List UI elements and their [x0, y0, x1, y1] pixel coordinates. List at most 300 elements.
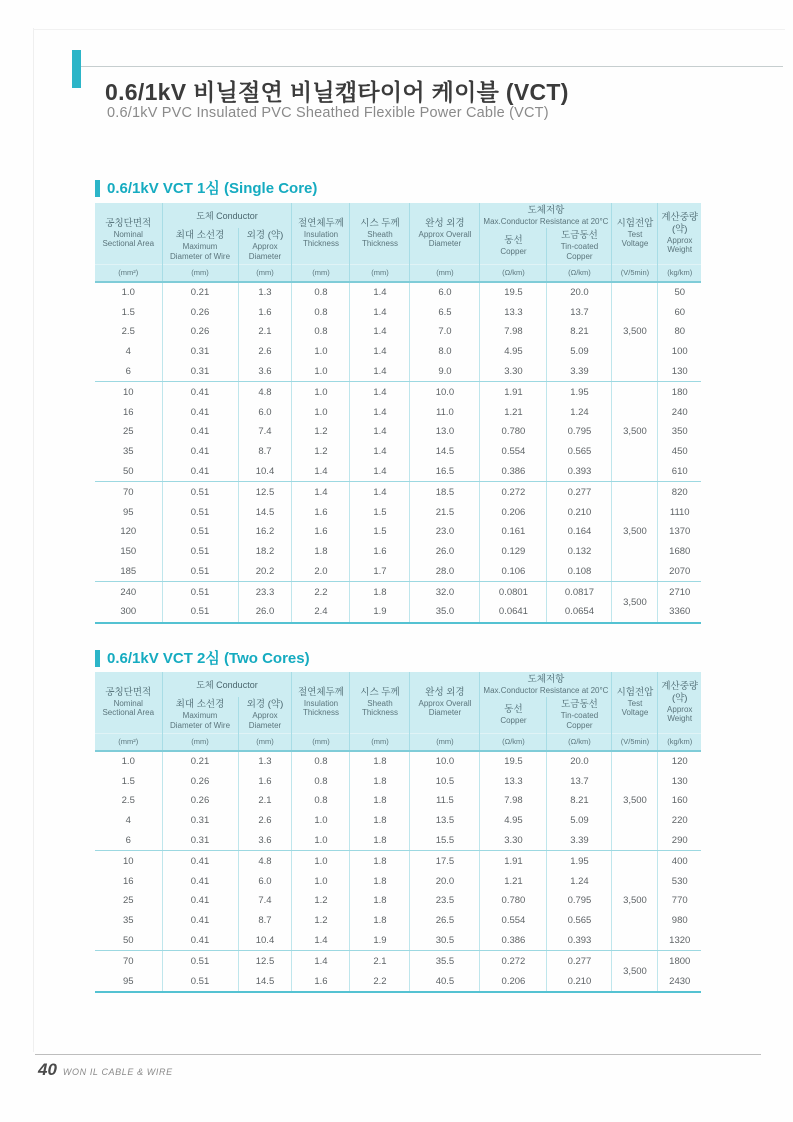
data-cell: 3.39	[547, 831, 612, 851]
data-cell: 0.41	[162, 871, 238, 891]
column-header-korean: 도금동선	[561, 230, 598, 242]
column-header-english: Approx Overall	[418, 229, 472, 239]
data-cell: 8.7	[238, 442, 292, 462]
data-cell: 0.8	[292, 791, 350, 811]
data-cell: 0.41	[162, 422, 238, 442]
data-cell: 4	[125, 815, 131, 827]
column-header-english: Diameter of Wire	[170, 720, 231, 730]
column-header-english: Insulation	[303, 698, 339, 708]
data-cell: 1.4	[350, 422, 410, 442]
data-cell: 120	[658, 751, 701, 772]
column-header-korean: 도금동선	[561, 699, 598, 711]
table-row	[95, 402, 701, 422]
table-row	[95, 851, 701, 871]
column-header-english: Sectional Area	[102, 708, 155, 718]
data-cell: 0.21	[162, 282, 238, 303]
table-row	[95, 382, 701, 402]
table-body	[95, 751, 701, 992]
data-cell: 1.6	[292, 522, 350, 542]
data-cell: 4	[125, 346, 131, 358]
data-cell: 1.4	[292, 951, 350, 971]
data-cell: 0.41	[162, 851, 238, 871]
data-cell: 2.5	[121, 326, 135, 338]
column-header-english: Copper	[500, 716, 527, 726]
column-header	[658, 203, 701, 264]
data-cell: 1.8	[350, 582, 410, 602]
unit-label: (V/5min)	[612, 733, 658, 751]
unit-label: (mm)	[162, 733, 238, 751]
resistance-group-header	[480, 203, 612, 228]
data-cell: 1.8	[350, 811, 410, 831]
data-cell: 2.2	[350, 971, 410, 992]
data-cell: 2.1	[238, 791, 292, 811]
data-cell: 1.0	[292, 851, 350, 871]
data-cell: 19.5	[480, 282, 547, 303]
data-cell: 14.5	[238, 502, 292, 522]
data-cell: 1.6	[292, 971, 350, 992]
table-row	[95, 482, 701, 502]
data-cell: 300	[95, 602, 162, 623]
column-header	[658, 672, 701, 733]
data-cell: 1.2	[292, 891, 350, 911]
data-cell: 23.3	[238, 582, 292, 602]
column-header-korean: 시험전압	[616, 686, 654, 698]
data-cell: 6	[95, 362, 162, 382]
table-row	[95, 322, 701, 342]
column-header-english: Diameter	[248, 720, 282, 730]
data-cell: 820	[658, 482, 701, 502]
data-cell: 50	[95, 462, 162, 482]
data-cell: 1.8	[350, 831, 410, 851]
data-cell: 0.26	[162, 791, 238, 811]
data-cell: 1.0	[292, 831, 350, 851]
data-cell: 0.51	[162, 482, 238, 502]
table-row	[95, 462, 701, 482]
column-header-english: Diameter of Wire	[170, 251, 231, 261]
table-row	[95, 831, 701, 851]
data-cell: 0.210	[547, 502, 612, 522]
data-cell: 35.0	[410, 602, 480, 623]
column-header-korean: 시스 두께	[360, 217, 400, 229]
data-cell: 1.8	[350, 771, 410, 791]
data-cell: 1.2	[292, 442, 350, 462]
data-cell: 0.393	[547, 462, 612, 482]
table-row	[95, 871, 701, 891]
data-cell: 0.31	[162, 342, 238, 362]
data-cell: 2.1	[350, 951, 410, 971]
data-cell: 6.0	[238, 402, 292, 422]
unit-label: (Ω/km)	[547, 264, 612, 282]
header-row-units	[95, 733, 701, 751]
data-cell: 2070	[658, 561, 701, 581]
data-cell: 1.0	[292, 342, 350, 362]
data-cell: 0.51	[162, 971, 238, 992]
data-cell: 1.6	[238, 771, 292, 791]
data-cell: 1.4	[350, 282, 410, 303]
data-cell: 8.0	[410, 342, 480, 362]
data-cell: 240	[120, 586, 137, 598]
data-cell: 20.0	[410, 871, 480, 891]
data-cell: 980	[658, 911, 701, 931]
table-row	[95, 811, 701, 831]
data-cell: 0.272	[480, 951, 547, 971]
unit-label: (Ω/km)	[547, 733, 612, 751]
data-cell: 3.6	[238, 831, 292, 851]
data-cell: 0.277	[547, 951, 612, 971]
data-cell: 0.554	[480, 442, 547, 462]
data-cell: 0.565	[547, 442, 612, 462]
data-cell: 16.5	[410, 462, 480, 482]
column-header-english: Copper	[566, 251, 593, 261]
unit-label: (mm²)	[95, 264, 162, 282]
data-cell: 0.206	[480, 971, 547, 992]
column-header	[162, 228, 238, 264]
test-voltage-cell: 3,500	[612, 482, 658, 582]
data-cell: 10	[122, 386, 134, 398]
data-cell: 2.2	[292, 582, 350, 602]
data-cell: 450	[658, 442, 701, 462]
data-cell: 1800	[658, 951, 701, 971]
column-header-korean: 완성 외경	[425, 217, 465, 229]
unit-label: (Ω/km)	[480, 733, 547, 751]
data-cell: 10	[122, 855, 134, 867]
data-cell: 0.795	[547, 422, 612, 442]
data-cell: 100	[658, 342, 701, 362]
data-cell: 1.0	[292, 362, 350, 382]
data-cell: 25	[122, 426, 134, 438]
data-cell: 26.0	[410, 542, 480, 562]
data-cell: 0.386	[480, 931, 547, 951]
data-cell: 0.51	[162, 561, 238, 581]
column-header-english: Copper	[566, 720, 593, 730]
data-cell: 4.95	[480, 811, 547, 831]
data-cell: 2.6	[238, 811, 292, 831]
data-cell: 8.21	[547, 322, 612, 342]
data-cell: 23.0	[410, 522, 480, 542]
unit-label: (kg/km)	[658, 264, 701, 282]
data-cell: 240	[658, 402, 701, 422]
column-header	[350, 203, 410, 264]
column-header	[410, 203, 480, 264]
column-header	[95, 203, 162, 264]
table-row	[95, 561, 701, 581]
data-cell: 0.41	[162, 462, 238, 482]
data-cell: 13.7	[547, 771, 612, 791]
column-header-korean: 동선	[504, 235, 523, 247]
column-header	[480, 697, 547, 733]
data-cell: 0.129	[480, 542, 547, 562]
column-header-english: Insulation	[303, 229, 339, 239]
data-cell: 1.9	[350, 602, 410, 623]
data-cell: 0.41	[162, 931, 238, 951]
column-header	[238, 697, 292, 733]
data-cell: 1.0	[121, 286, 135, 298]
data-cell: 1.8	[292, 542, 350, 562]
data-cell: 0.21	[162, 751, 238, 772]
data-cell: 1.0	[121, 755, 135, 767]
column-header	[238, 228, 292, 264]
data-cell: 0.554	[480, 911, 547, 931]
column-header-korean: 최대 소선경	[175, 699, 225, 711]
data-cell: 1.4	[350, 382, 410, 402]
data-cell: 1.6	[350, 542, 410, 562]
data-cell: 8.21	[547, 791, 612, 811]
unit-label: (mm)	[350, 733, 410, 751]
column-header-korean: 동선	[504, 704, 523, 716]
data-cell: 0.8	[292, 322, 350, 342]
test-voltage-cell: 3,500	[612, 282, 658, 382]
data-cell: 350	[658, 422, 701, 442]
table-row	[95, 362, 701, 382]
data-cell: 0.0801	[480, 582, 547, 602]
section-heading-single-core: 0.6/1kV VCT 1심 (Single Core)	[95, 180, 317, 197]
data-cell: 16.2	[238, 522, 292, 542]
data-cell: 30.5	[410, 931, 480, 951]
data-cell: 1.9	[350, 931, 410, 951]
data-cell: 40.5	[410, 971, 480, 992]
data-cell: 3.6	[238, 362, 292, 382]
column-header-english: Diameter	[248, 251, 282, 261]
data-cell: 2.1	[238, 322, 292, 342]
data-cell: 20.0	[547, 282, 612, 303]
table-row	[95, 951, 701, 971]
data-cell: 1.0	[292, 871, 350, 891]
data-cell: 32.0	[410, 582, 480, 602]
column-header-english: Nominal	[113, 229, 143, 239]
data-cell: 0.8	[292, 771, 350, 791]
data-cell: 35	[122, 915, 134, 927]
table-row	[95, 302, 701, 322]
data-cell: 0.393	[547, 931, 612, 951]
footer-brand: WON IL CABLE & WIRE	[62, 1067, 173, 1077]
unit-label: (mm)	[410, 264, 480, 282]
column-header-korean: 절연체두께	[298, 217, 344, 229]
data-cell: 1.91	[480, 851, 547, 871]
data-cell: 17.5	[410, 851, 480, 871]
data-cell: 1.8	[350, 851, 410, 871]
column-header	[162, 697, 238, 733]
data-cell: 20.0	[547, 751, 612, 772]
data-cell: 13.5	[410, 811, 480, 831]
data-cell: 0.106	[480, 561, 547, 581]
column-header-english: Approx	[252, 242, 278, 252]
data-cell: 2710	[658, 582, 701, 602]
test-voltage-cell: 3,500	[612, 582, 658, 623]
column-header-english: Approx	[667, 704, 693, 714]
data-cell: 7.4	[238, 422, 292, 442]
data-cell: 80	[658, 322, 701, 342]
data-cell: 0.0641	[480, 602, 547, 623]
test-voltage-cell: 3,500	[612, 951, 658, 992]
data-cell: 0.8	[292, 302, 350, 322]
test-voltage-cell: 3,500	[612, 751, 658, 851]
data-cell: 0.26	[162, 322, 238, 342]
column-header-english: Thickness	[361, 708, 398, 718]
data-cell: 1.8	[350, 871, 410, 891]
data-cell: 19.5	[480, 751, 547, 772]
data-cell: 0.0654	[547, 602, 612, 623]
data-cell: 2430	[658, 971, 701, 992]
conductor-group-header: 도체 Conductor	[162, 203, 292, 228]
data-cell: 3.30	[480, 831, 547, 851]
data-cell: 0.277	[547, 482, 612, 502]
data-cell: 7.0	[410, 322, 480, 342]
data-cell: 0.108	[547, 561, 612, 581]
column-header-english: Tin-coated	[560, 711, 599, 721]
data-cell: 1.3	[238, 282, 292, 303]
data-cell: 18.2	[238, 542, 292, 562]
data-cell: 180	[658, 382, 701, 402]
data-cell: 0.41	[162, 382, 238, 402]
data-cell: 1.24	[547, 871, 612, 891]
table-row	[95, 342, 701, 362]
data-cell: 5.09	[547, 342, 612, 362]
data-cell: 1.4	[292, 482, 350, 502]
page-subtitle: 0.6/1kV PVC Insulated PVC Sheathed Flexible Power Cable (VCT)	[107, 105, 549, 121]
data-cell: 9.0	[410, 362, 480, 382]
data-cell: 1.4	[350, 462, 410, 482]
data-cell: 4.8	[238, 382, 292, 402]
column-header-english: Sectional Area	[102, 239, 155, 249]
data-cell: 12.5	[238, 482, 292, 502]
data-cell: 0.210	[547, 971, 612, 992]
data-cell: 0.0817	[547, 582, 612, 602]
data-cell: 290	[658, 831, 701, 851]
resistance-group-english: Max.Conductor Resistance at 20°C	[483, 685, 609, 695]
resistance-group-english: Max.Conductor Resistance at 20°C	[483, 216, 609, 226]
data-cell: 400	[658, 851, 701, 871]
column-header-korean: 시험전압	[616, 217, 654, 229]
data-cell: 7.4	[238, 891, 292, 911]
data-cell: 1.4	[292, 462, 350, 482]
table-row	[95, 442, 701, 462]
data-cell: 1.5	[121, 306, 135, 318]
data-cell: 0.41	[162, 442, 238, 462]
data-cell: 3360	[658, 602, 701, 623]
section-heading-two-cores: 0.6/1kV VCT 2심 (Two Cores)	[95, 650, 310, 667]
unit-label: (mm)	[162, 264, 238, 282]
data-cell: 1.4	[350, 442, 410, 462]
column-header-korean: 최대 소선경	[175, 230, 225, 242]
column-header-english: Maximum	[182, 711, 218, 721]
single-core-spec-table	[95, 203, 701, 624]
data-cell: 0.51	[162, 522, 238, 542]
data-cell: 10.5	[410, 771, 480, 791]
column-header-korean: 공칭단면적	[105, 686, 152, 698]
data-cell: 0.26	[162, 771, 238, 791]
data-cell: 8.7	[238, 911, 292, 931]
column-header-korean: 공칭단면적	[105, 217, 152, 229]
page-scan-edge-vertical	[33, 28, 34, 1052]
data-cell: 23.5	[410, 891, 480, 911]
data-cell: 6.0	[410, 282, 480, 303]
column-header-english: Sheath	[367, 229, 393, 239]
column-header	[292, 203, 350, 264]
data-cell: 1.4	[350, 302, 410, 322]
data-cell: 0.161	[480, 522, 547, 542]
data-cell: 0.41	[162, 891, 238, 911]
data-cell: 2.4	[292, 602, 350, 623]
column-header	[547, 228, 612, 264]
table-header	[95, 672, 701, 751]
data-cell: 35	[122, 446, 134, 458]
column-header-english: Weight	[667, 714, 693, 724]
data-cell: 0.51	[162, 582, 238, 602]
data-cell: 1.8	[350, 751, 410, 772]
data-cell: 0.272	[480, 482, 547, 502]
table-row	[95, 931, 701, 951]
column-header-korean: 계산중량(약)	[661, 211, 699, 235]
column-header	[547, 697, 612, 733]
data-cell: 1.0	[292, 402, 350, 422]
column-header-english: Thickness	[302, 708, 339, 718]
data-cell: 1.6	[292, 502, 350, 522]
data-cell: 11.0	[410, 402, 480, 422]
table-body	[95, 282, 701, 623]
data-cell: 0.780	[480, 422, 547, 442]
column-header-korean: 완성 외경	[425, 686, 465, 698]
table-header	[95, 203, 701, 282]
data-cell: 2.5	[121, 795, 135, 807]
column-header-korean: 계산중량(약)	[661, 680, 699, 704]
data-cell: 18.5	[410, 482, 480, 502]
page-scan-edge-horizontal	[33, 29, 785, 30]
data-cell: 1680	[658, 542, 701, 562]
unit-label: (mm)	[350, 264, 410, 282]
unit-label: (mm)	[292, 733, 350, 751]
data-cell: 0.51	[162, 602, 238, 623]
column-header	[480, 228, 547, 264]
data-cell: 13.3	[480, 771, 547, 791]
title-accent-bar	[72, 50, 81, 88]
data-cell: 1.4	[350, 342, 410, 362]
data-cell: 5.09	[547, 811, 612, 831]
table-row	[95, 282, 701, 303]
unit-label: (V/5min)	[612, 264, 658, 282]
data-cell: 1.91	[480, 382, 547, 402]
unit-label: (mm)	[238, 733, 292, 751]
data-cell: 1.95	[547, 382, 612, 402]
data-cell: 1110	[658, 502, 701, 522]
column-header	[410, 672, 480, 733]
footer	[38, 1060, 173, 1080]
table-row	[95, 911, 701, 931]
data-cell: 25	[122, 895, 134, 907]
data-cell: 0.31	[162, 811, 238, 831]
data-cell: 1320	[658, 931, 701, 951]
unit-label: (mm)	[292, 264, 350, 282]
column-header-english: Approx	[667, 235, 693, 245]
data-cell: 130	[658, 362, 701, 382]
column-header-korean: 외경 (약)	[246, 699, 284, 711]
data-cell: 20.2	[238, 561, 292, 581]
column-header-english: Weight	[667, 245, 693, 255]
resistance-group-korean: 도체저항	[527, 205, 565, 216]
data-cell: 0.795	[547, 891, 612, 911]
data-cell: 0.206	[480, 502, 547, 522]
data-cell: 14.5	[238, 971, 292, 992]
column-header-english: Maximum	[182, 242, 218, 252]
resistance-group-header	[480, 672, 612, 697]
column-header-english: Nominal	[113, 698, 143, 708]
data-cell: 95	[122, 506, 134, 518]
table-row	[95, 771, 701, 791]
data-cell: 60	[658, 302, 701, 322]
data-cell: 70	[122, 486, 134, 498]
column-header-english: Copper	[500, 247, 527, 257]
data-cell: 1.5	[350, 502, 410, 522]
table-row	[95, 582, 701, 602]
